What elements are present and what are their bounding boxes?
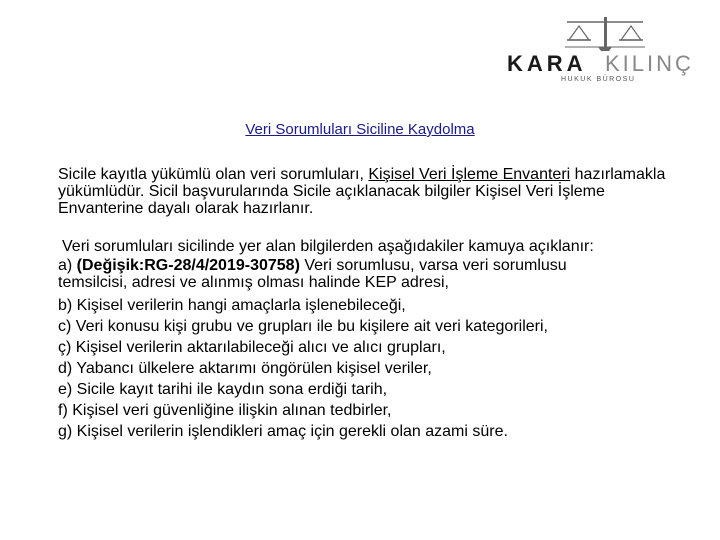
item-a-rest-line2: temsilcisi, adresi ve alınmış olması halinde KEP adresi, <box>58 274 449 291</box>
item-a-rest-line1: Veri sorumlusu, varsa veri sorumlusu <box>299 257 567 274</box>
list-item: c) Veri konusu kişi grubu ve grupları ile bu kişilere ait veri kategorileri, <box>58 318 548 335</box>
intro-paragraph <box>58 166 678 217</box>
intro-text-before: Sicile kayıtla yükümlü olan veri sorumluları, <box>58 166 369 183</box>
list-item: b) Kişisel verilerin hangi amaçlarla işlenebileceği, <box>58 297 406 314</box>
list-item: g) Kişisel verilerin işlendikleri amaç için gerekli olan azami süre. <box>58 423 508 440</box>
intro-underlined-term: Kişisel Veri İşleme Envanteri <box>368 166 571 183</box>
logo-name-left: KARA <box>507 51 587 76</box>
list-lead: Veri sorumluları sicilinde yer alan bilgilerden aşağıdakiler kamuya açıklanır: <box>62 238 594 255</box>
scales-of-justice-icon <box>505 14 705 84</box>
page-title: Veri Sorumluları Siciline Kaydolma <box>245 121 475 138</box>
law-firm-logo <box>505 14 705 84</box>
intro-text-after: hazırlamakla yükümlüdür. Sicil başvurularında Sicile açıklanacak bilgiler Kişisel Veri İşleme Envanterine dayalı olarak hazırlanır. <box>58 166 666 217</box>
list-item: d) Yabancı ülkelere aktarımı öngörülen kişisel veriler, <box>58 360 432 377</box>
item-a-amendment: (Değişik:RG-28/4/2019-30758) <box>76 257 300 274</box>
logo-name-right: KILINÇ <box>605 51 694 76</box>
list-item: e) Sicile kayıt tarihi ile kaydın sona erdiği tarih, <box>58 381 388 398</box>
public-info-list <box>58 236 698 442</box>
list-item: ç) Kişisel verilerin aktarılabileceği alıcı ve alıcı grupları, <box>58 339 446 356</box>
list-item: f) Kişisel veri güvenliğine ilişkin alınan tedbirler, <box>58 402 392 419</box>
logo-subtitle: HUKUK BÜROSU <box>561 76 636 83</box>
list-item <box>58 257 698 291</box>
item-a-prefix: a) <box>58 257 77 274</box>
